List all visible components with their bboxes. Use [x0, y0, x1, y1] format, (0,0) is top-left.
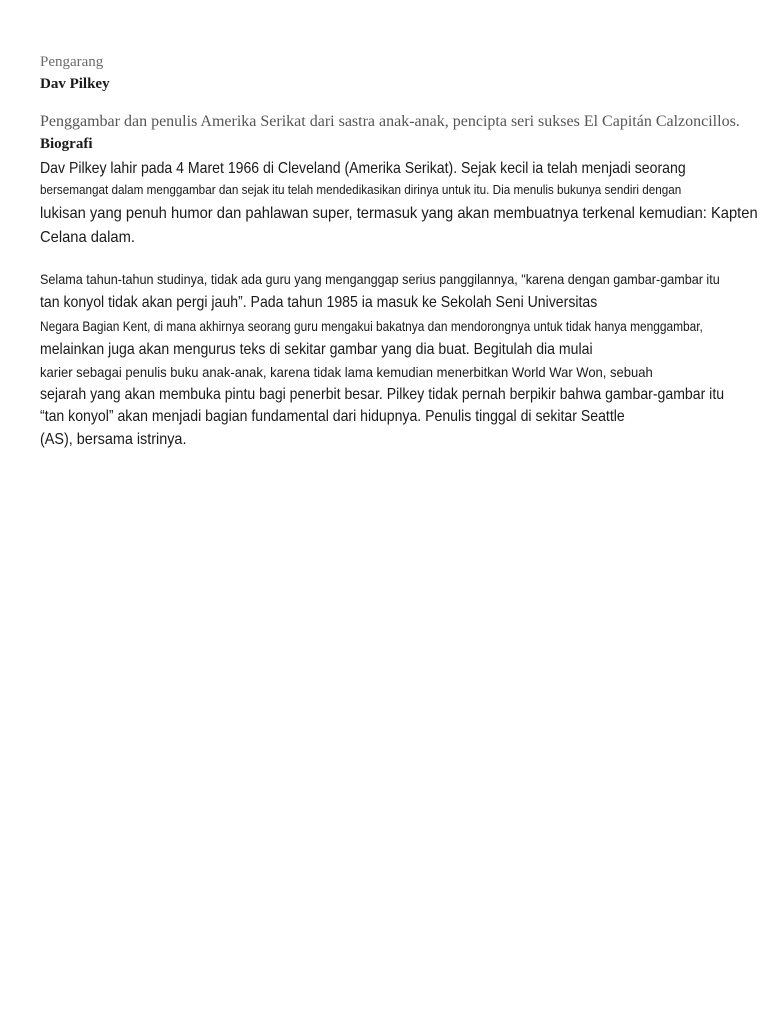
- bio-paragraph-2-line-4: melainkan juga akan mengurus teks di sekitar gambar yang dia buat. Begitulah dia mulai: [40, 341, 593, 358]
- bio-paragraph-2-line-8: (AS), bersama istrinya.: [40, 431, 187, 448]
- bio-paragraph-2-line-3: Negara Bagian Kent, di mana akhirnya seorang guru mengakui bakatnya dan mendorongnya untuk tidak hanya menggambar,: [40, 318, 703, 334]
- bio-paragraph-2-line-5: karier sebagai penulis buku anak-anak, karena tidak lama kemudian menerbitkan World War Won, sebuah: [40, 364, 653, 380]
- bio-paragraph-2-line-7: “tan konyol” akan menjadi bagian fundamental dari hidupnya. Penulis tinggal di sekitar Seattle: [40, 408, 625, 425]
- author-label: Pengarang: [40, 54, 104, 70]
- bio-paragraph-2-line-2: tan konyol tidak akan pergi jauh”. Pada tahun 1985 ia masuk ke Sekolah Seni Universitas: [40, 294, 598, 311]
- bio-paragraph-1-line-4: Celana dalam.: [40, 229, 135, 246]
- biography-heading: Biografi: [40, 136, 93, 152]
- bio-paragraph-1-line-1: Dav Pilkey lahir pada 4 Maret 1966 di Cleveland (Amerika Serikat). Sejak kecil ia telah menjadi seorang: [40, 160, 686, 177]
- bio-paragraph-2-line-1: Selama tahun-tahun studinya, tidak ada guru yang menganggap serius panggilannya, "karena dengan gambar-gambar itu: [40, 271, 720, 287]
- bio-paragraph-1-line-3: lukisan yang penuh humor dan pahlawan super, termasuk yang akan membuatnya terkenal kemudian: Kapten: [40, 205, 758, 222]
- author-description: Penggambar dan penulis Amerika Serikat dari sastra anak-anak, pencipta seri sukses El Capitán Calzoncillos.: [40, 113, 740, 130]
- author-name: Dav Pilkey: [40, 76, 110, 92]
- bio-paragraph-1-line-2: bersemangat dalam menggambar dan sejak itu telah mendedikasikan dirinya untuk itu. Dia menulis bukunya sendiri dengan: [40, 182, 682, 197]
- bio-paragraph-2-line-6: sejarah yang akan membuka pintu bagi penerbit besar. Pilkey tidak pernah berpikir bahwa gambar-gambar itu: [40, 386, 725, 403]
